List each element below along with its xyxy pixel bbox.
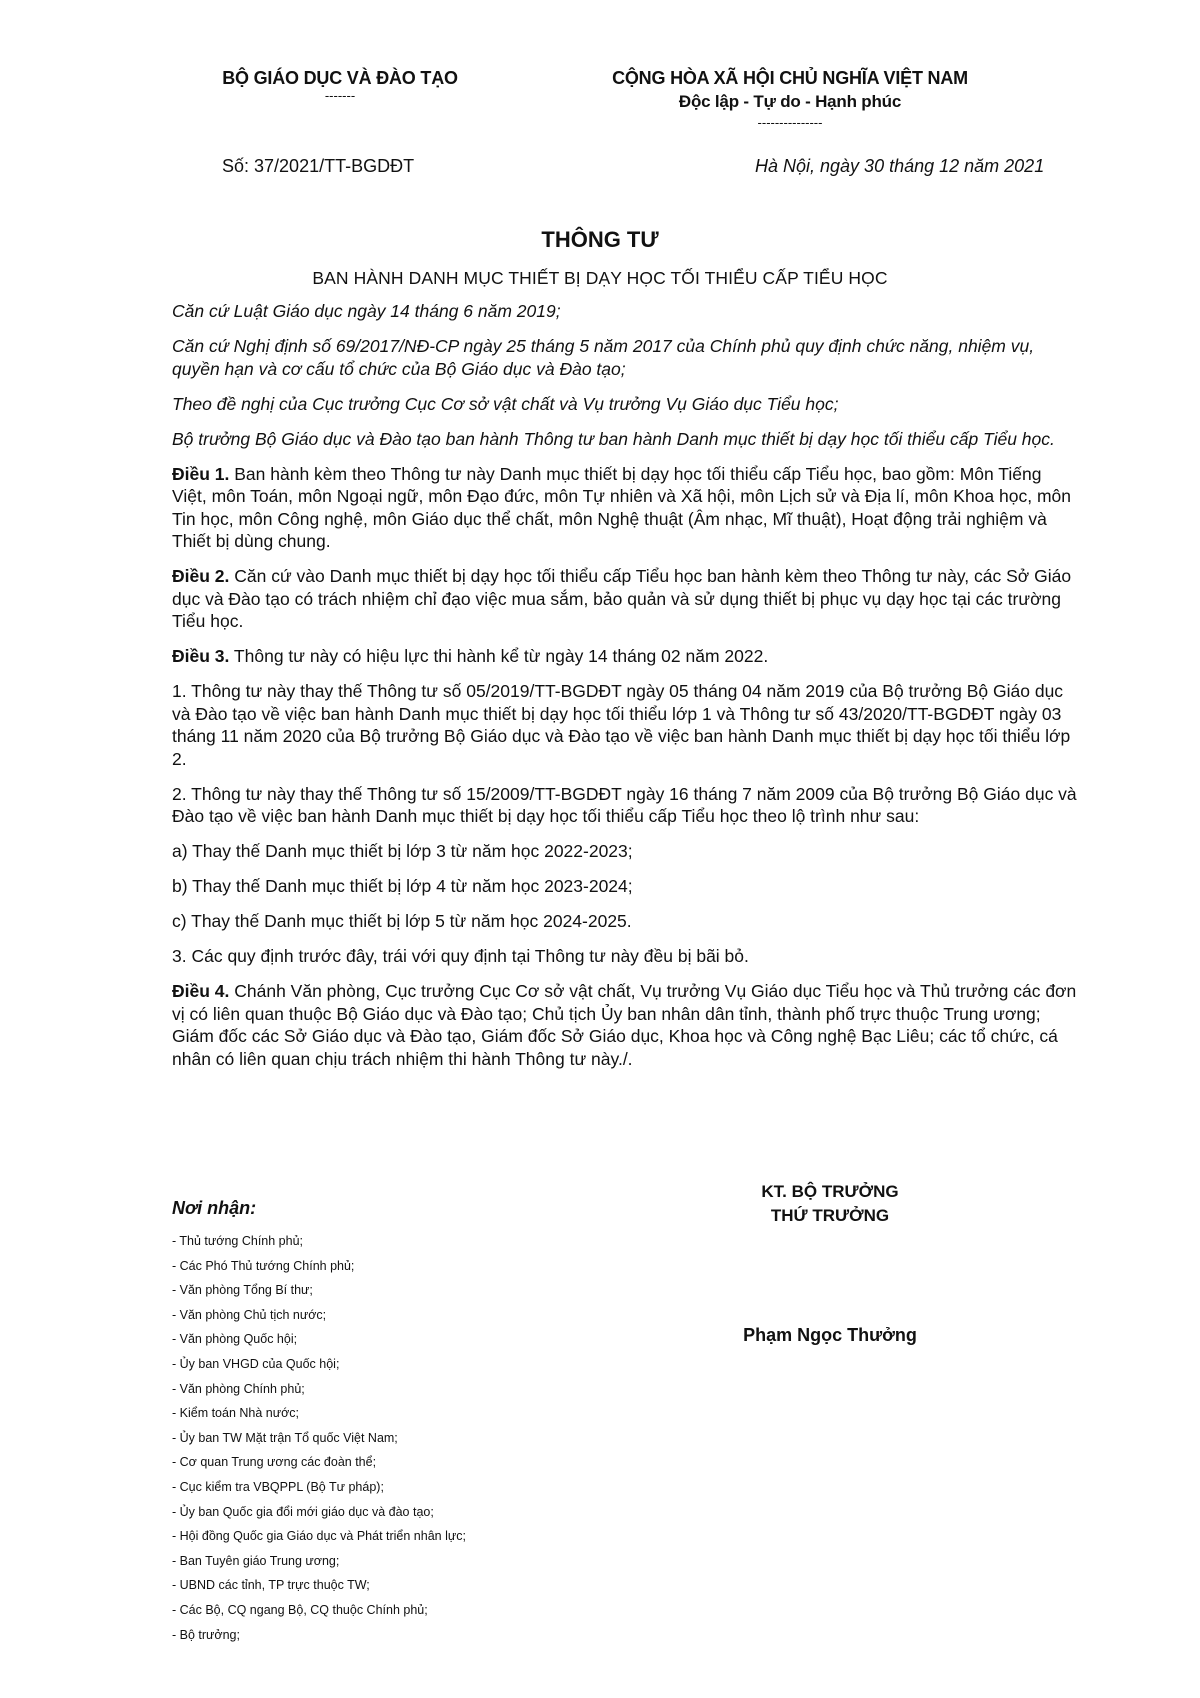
document-body [172,300,1077,1083]
article-3 [172,645,1077,668]
motto-separator: --------------- [757,115,823,130]
recipient-item: - Các Phó Thủ tướng Chính phủ; [172,1258,355,1273]
agency-separator: ------- [324,88,356,103]
recipient-item: - Ủy ban TW Mặt trận Tổ quốc Việt Nam; [172,1430,398,1445]
article-3-clause: b) Thay thế Danh mục thiết bị lớp 4 từ năm học 2023-2024; [172,876,633,896]
nation-name: CỘNG HÒA XÃ HỘI CHỦ NGHĨA VIỆT NAM [612,68,968,88]
document-number: Số: 37/2021/TT-BGDĐT [222,156,415,176]
signer-name: Phạm Ngọc Thưởng [743,1325,917,1345]
article-3-clause: c) Thay thế Danh mục thiết bị lớp 5 từ năm học 2024-2025. [172,911,632,931]
recipient-item: - Văn phòng Tổng Bí thư; [172,1283,313,1298]
recipient-item: - Văn phòng Chủ tịch nước; [172,1307,327,1322]
recipient-item: - Kiểm toán Nhà nước; [172,1406,300,1421]
recipient-item: - Cơ quan Trung ương các đoàn thể; [172,1455,377,1470]
article-3-label: Điều 3. [172,646,230,666]
article-3-text: Thông tư này có hiệu lực thi hành kể từ ngày 14 tháng 02 năm 2022. [229,646,769,666]
article-3-clause: 3. Các quy định trước đây, trái với quy định tại Thông tư này đều bị bãi bỏ. [172,946,749,966]
article-1-label: Điều 1. [172,463,230,484]
article-2-text: Căn cứ vào Danh mục thiết bị dạy học tối thiểu cấp Tiểu học ban hành kèm theo Thông tư này, các Sở Giáo dục và Đào tạo có trách nhiệm chỉ đạo việc mua sắm, bảo quản và sử dụng thiết bị phục vụ dạy học tại các trường Tiểu học. [172,566,1072,631]
preamble-line: Căn cứ Luật Giáo dục ngày 14 tháng 6 năm 2019; [172,301,561,321]
signer-authority: KT. BỘ TRƯỞNG [761,1182,899,1201]
national-title-block [575,68,1005,130]
recipients-block [172,1198,592,1647]
recipient-item: - Ban Tuyên giáo Trung ương; [172,1553,340,1568]
article-3-clause: a) Thay thế Danh mục thiết bị lớp 3 từ năm học 2022-2023; [172,841,633,861]
recipient-item: - Các Bộ, CQ ngang Bộ, CQ thuộc Chính phủ; [172,1602,428,1617]
document-subject: BAN HÀNH DANH MỤC THIẾT BỊ DẠY HỌC TỐI THIỂU CẤP TIỂU HỌC [312,268,888,288]
recipient-item: - Văn phòng Quốc hội; [172,1332,298,1347]
preamble-line: Bộ trưởng Bộ Giáo dục và Đào tạo ban hành Thông tư ban hành Danh mục thiết bị dạy học tối thiểu cấp Tiểu học. [172,428,1055,449]
article-1-text: Ban hành kèm theo Thông tư này Danh mục thiết bị dạy học tối thiểu cấp Tiểu học, bao gồm: Môn Tiếng Việt, môn Toán, môn Ngoại ngữ, môn Đạo đức, môn Tự nhiên và Xã hội, môn Lịch sử và Địa lí, môn Khoa học, môn Tin học, môn Công nghệ, môn Giáo dục thể chất, môn Nghệ thuật (Âm nhạc, Mĩ thuật), Hoạt động trải nghiệm và Thiết bị dùng chung. [172,463,1071,551]
document-type-title: THÔNG TƯ [541,227,659,252]
recipient-item: - Cục kiểm tra VBQPPL (Bộ Tư pháp); [172,1479,384,1494]
issuing-agency-name: BỘ GIÁO DỤC VÀ ĐÀO TẠO [222,68,458,88]
recipient-list [172,1229,592,1647]
article-4 [172,980,1077,1070]
article-1 [172,463,1077,553]
article-4-text: Chánh Văn phòng, Cục trưởng Cục Cơ sở vật chất, Vụ trưởng Vụ Giáo dục Tiểu học và Thủ trưởng các đơn vị có liên quan thuộc Bộ Giáo dục và Đào tạo; Chủ tịch Ủy ban nhân dân tỉnh, thành phố trực thuộc Trung ương; Giám đốc các Sở Giáo dục và Đào tạo, Giám đốc Sở Giáo dục, Khoa học và Công nghệ Bạc Liêu; các tổ chức, cá nhân có liên quan chịu trách nhiệm thi hành Thông tư này./. [172,981,1077,1069]
recipient-item: - Hội đồng Quốc gia Giáo dục và Phát triển nhân lực; [172,1529,466,1544]
place-and-date: Hà Nội, ngày 30 tháng 12 năm 2021 [755,156,1045,176]
preamble-line: Căn cứ Nghị định số 69/2017/NĐ-CP ngày 25 tháng 5 năm 2017 của Chính phủ quy định chức năng, nhiệm vụ, quyền hạn và cơ cấu tổ chức của Bộ Giáo dục và Đào tạo; [172,336,1035,379]
recipients-title: Nơi nhận: [172,1198,257,1218]
national-motto: Độc lập - Tự do - Hạnh phúc [678,92,902,111]
preamble-line: Theo đề nghị của Cục trưởng Cục Cơ sở vật chất và Vụ trưởng Vụ Giáo dục Tiểu học; [172,393,839,414]
signer-title: THỨ TRƯỞNG [770,1206,890,1225]
article-2-label: Điều 2. [172,566,230,586]
article-3-clause: 1. Thông tư này thay thế Thông tư số 05/2019/TT-BGDĐT ngày 05 tháng 04 năm 2019 của Bộ trưởng Bộ Giáo dục và Đào tạo về việc ban hành Danh mục thiết bị dạy học tối thiểu lớp 1 và Thông tư số 43/2020/TT-BGDĐT ngày 03 tháng 11 năm 2020 của Bộ trưởng Bộ Giáo dục và Đào tạo về việc ban hành Danh mục thiết bị dạy học tối thiểu lớp 2. [172,681,1071,769]
article-2 [172,565,1077,633]
signature-block [700,1180,960,1228]
recipient-item: - Văn phòng Chính phủ; [172,1381,305,1396]
recipient-item: - Bộ trưởng; [172,1627,240,1642]
issuing-agency-block [145,68,535,103]
article-4-label: Điều 4. [172,981,230,1001]
recipient-item: - Ủy ban VHGD của Quốc hội; [172,1356,340,1371]
article-3-clause: 2. Thông tư này thay thế Thông tư số 15/2009/TT-BGDĐT ngày 16 tháng 7 năm 2009 của Bộ trưởng Bộ Giáo dục và Đào tạo về việc ban hành Danh mục thiết bị dạy học tối thiểu cấp Tiểu học theo lộ trình như sau: [172,783,1077,826]
recipient-item: - Thủ tướng Chính phủ; [172,1234,303,1248]
recipient-item: - Ủy ban Quốc gia đổi mới giáo dục và đào tạo; [172,1504,434,1519]
recipient-item: - UBND các tỉnh, TP trực thuộc TW; [172,1578,370,1593]
